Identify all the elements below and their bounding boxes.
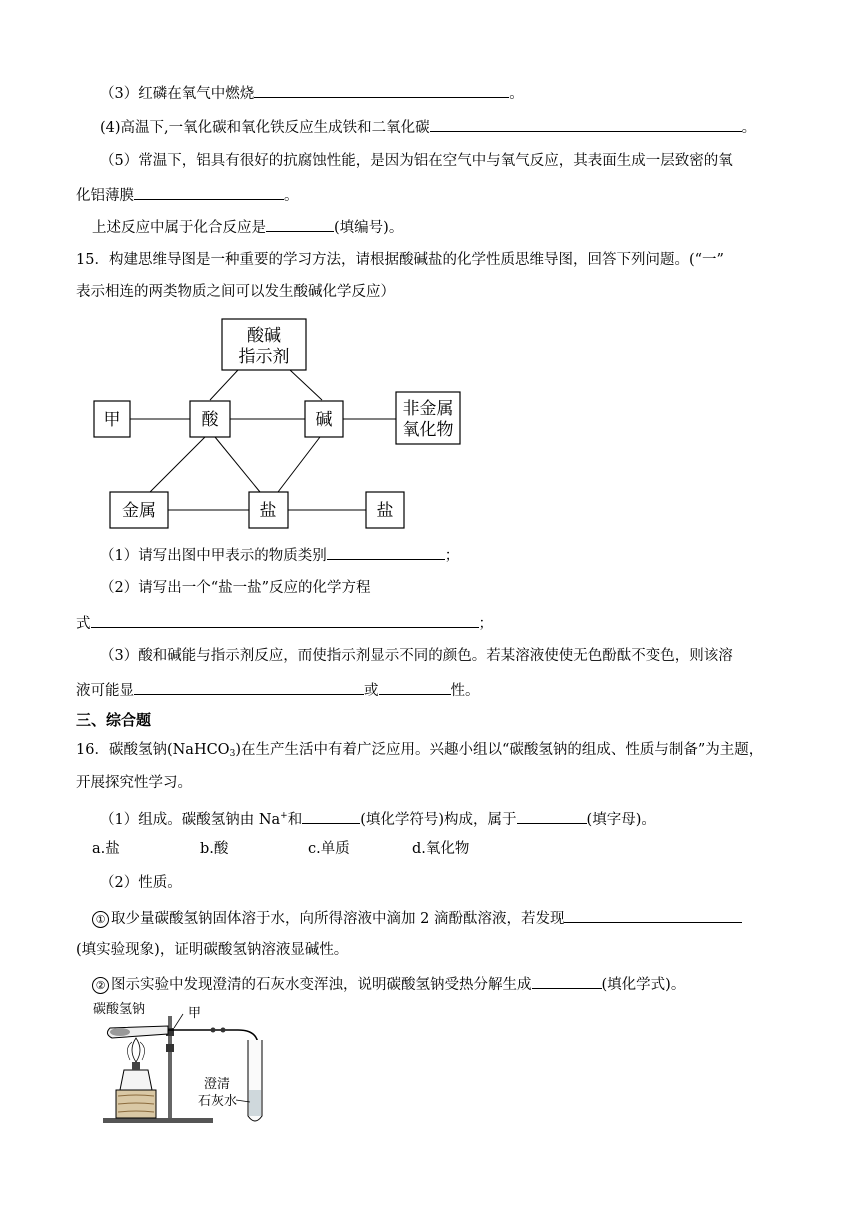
q15-sub3-line1: （3）酸和碱能与指示剂反应，而使指示剂显示不同的颜色。若某溶液使使无色酚酞不变色，则该溶 [100, 648, 733, 664]
label-acid: 酸 [201, 410, 219, 430]
diagram-connectors [130, 370, 396, 510]
q14-item5-line1: （5）常温下，铝具有很好的抗腐蚀性能，是因为铝在空气中与氧气反应，其表面生成一层致密的氧 [100, 153, 733, 169]
label-jia: 甲 [103, 410, 121, 430]
alcohol-lamp [120, 1070, 152, 1090]
label-base: 碱 [315, 410, 333, 430]
label-metal: 金属 [122, 501, 156, 521]
label-indicator-2: 指示剂 [238, 347, 290, 367]
q14-summary: 上述反应中属于化合反应是 (填编号)。 [92, 216, 403, 238]
q15-sub3-line2: 液可能显 或 性。 [76, 679, 480, 701]
q15-sub2-cont: 式 ； [76, 612, 493, 634]
q16-stem-line2: 开展探究性学习。 [76, 775, 192, 791]
label-nonmetal-1: 非金属 [402, 399, 454, 419]
circled-number-2: ② [92, 977, 109, 994]
lamp-wick-holder [132, 1062, 140, 1070]
q14-item4: (4)高温下,一氧化碳和氧化铁反应生成铁和二氧化碳 。 [100, 116, 756, 138]
label-nahco3: 碳酸氢钠 [93, 1002, 146, 1017]
q16-c2: ② 图示实验中发现澄清的石灰水变浑浊，说明碳酸氢钠受热分解生成 (填化学式)。 [92, 973, 685, 995]
mind-map-diagram [0, 0, 860, 560]
circled-number-1: ① [92, 911, 109, 928]
q14-item3: （3）红磷在氧气中燃烧 。 [100, 82, 524, 104]
label-salt-1: 盐 [259, 501, 277, 521]
answer-blank[interactable] [379, 679, 451, 695]
solid-sample [110, 1028, 130, 1036]
q16-sub2: （2）性质。 [100, 875, 182, 891]
label-limewater-2: 石灰水 [198, 1094, 238, 1109]
q16-stem-line1: 16．碳酸氢钠(NaHCO$_3$)在生产生活中有着广泛应用。兴趣小组以“碳酸氢钠的组成、性质与制备”为主题， [76, 742, 764, 759]
option-c: c.单质 [308, 841, 350, 857]
answer-blank[interactable] [134, 679, 364, 695]
option-a: a.盐 [92, 841, 120, 857]
answer-blank[interactable] [532, 973, 602, 989]
flame [132, 1038, 140, 1062]
q15-stem-line2: 表示相连的两类物质之间可以发生酸碱化学反应） [76, 284, 395, 300]
q15-sub1: （1）请写出图中甲表示的物质类别 ； [100, 544, 459, 566]
answer-blank[interactable] [91, 612, 479, 628]
answer-blank[interactable] [517, 808, 587, 824]
label-salt-2: 盐 [376, 501, 394, 521]
limewater [249, 1090, 261, 1116]
answer-blank[interactable] [302, 808, 360, 824]
answer-blank[interactable] [327, 544, 445, 560]
q14-item5-line2: 化铝薄膜 。 [76, 184, 299, 206]
clamp-lower [166, 1044, 174, 1052]
label-limewater-1: 澄清 [204, 1077, 231, 1092]
label-indicator-1: 酸碱 [247, 326, 281, 346]
answer-blank[interactable] [564, 907, 742, 923]
stand-base [103, 1118, 213, 1123]
q15-stem-line1: 15．构建思维导图是一种重要的学习方法，请根据酸碱盐的化学性质思维导图，回答下列问题。(“一” [76, 252, 724, 268]
apparatus-figure [88, 998, 288, 1132]
q16-sub1: （1）组成。碳酸氢钠由 Na+和 (填化学符号)构成，属于 (填字母)。 [100, 806, 656, 830]
option-b: b.酸 [200, 841, 229, 857]
label-nonmetal-2: 氧化物 [402, 420, 454, 440]
option-d: d.氧化物 [412, 841, 470, 857]
q16-c1: ① 取少量碳酸氢钠固体溶于水，向所得溶液中滴加 2 滴酚酞溶液，若发现 [92, 907, 742, 929]
label-jia: 甲 [188, 1006, 202, 1021]
q16-options [92, 839, 469, 859]
q16-c1-cont: (填实验现象)，证明碳酸氢钠溶液显碱性。 [76, 942, 349, 958]
section-title: 三、综合题 [76, 711, 152, 729]
q15-sub2: （2）请写出一个“盐一盐”反应的化学方程 [100, 580, 371, 596]
